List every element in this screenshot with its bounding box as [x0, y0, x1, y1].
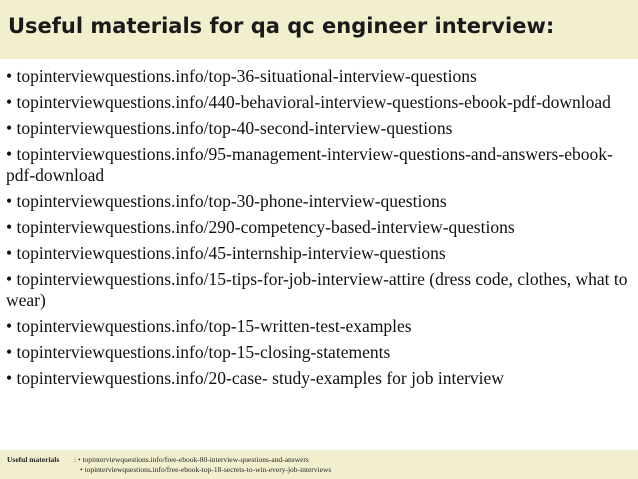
link-item[interactable]: • topinterviewquestions.info/15-tips-for-job-interview-attire (dress code, clothes, what to wear)	[6, 269, 628, 310]
slide-title: Useful materials for qa qc engineer interview:	[8, 14, 555, 38]
link-item[interactable]: • topinterviewquestions.info/45-internship-interview-questions	[6, 243, 446, 263]
link-item[interactable]: • topinterviewquestions.info/top-30-phone-interview-questions	[6, 191, 447, 211]
link-item[interactable]: • topinterviewquestions.info/top-40-second-interview-questions	[6, 118, 453, 138]
link-list	[6, 66, 634, 394]
link-item[interactable]: • topinterviewquestions.info/20-case- study-examples for job interview	[6, 368, 504, 388]
link-item[interactable]: • topinterviewquestions.info/top-15-written-test-examples	[6, 316, 412, 336]
link-item[interactable]: • topinterviewquestions.info/top-36-situational-interview-questions	[6, 66, 477, 86]
link-item[interactable]: • topinterviewquestions.info/440-behavioral-interview-questions-ebook-pdf-download	[6, 92, 611, 112]
footer-links	[74, 455, 331, 475]
link-item[interactable]: • topinterviewquestions.info/95-management-interview-questions-and-answers-ebook-pdf-download	[6, 144, 613, 185]
footer-link[interactable]: : • topinterviewquestions.info/free-ebook-80-interview-questions-and-answers	[74, 455, 309, 464]
footer-link[interactable]: • topinterviewquestions.info/free-ebook-top-18-secrets-to-win-every-job-interviews	[80, 465, 332, 474]
footer-bar	[0, 450, 638, 479]
link-item[interactable]: • topinterviewquestions.info/top-15-closing-statements	[6, 342, 391, 362]
title-bar	[0, 0, 638, 59]
link-item[interactable]: • topinterviewquestions.info/290-competency-based-interview-questions	[6, 217, 515, 237]
footer-label: Useful materials	[7, 455, 60, 464]
